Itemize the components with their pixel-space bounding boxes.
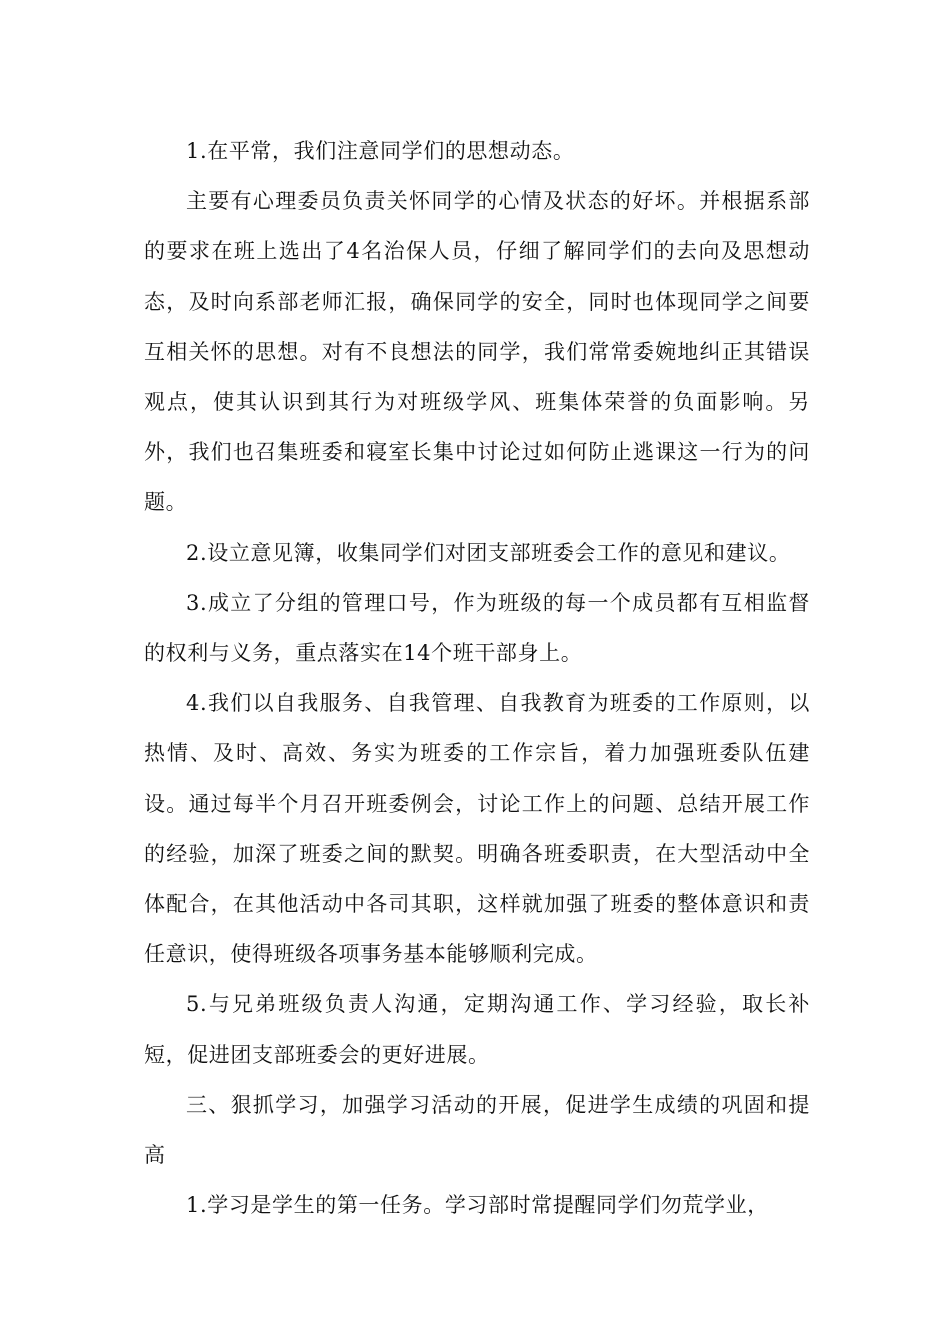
paragraph-2: 主要有心理委员负责关怀同学的心情及状态的好坏。并根据系部的要求在班上选出了4名治保人员，仔细了解同学们的去向及思想动态，及时向系部老师汇报，确保同学的安全，同时也体现同学之间要互相关怀的思想。对有不良想法的同学，我们常常委婉地纠正其错误观点，使其认识到其行为对班级学风、班集体荣誉的负面影响。另外，我们也召集班委和寝室长集中讨论过如何防止逃课这一行为的问题。 <box>144 189 810 515</box>
paragraph-3: 2.设立意见簿，收集同学们对团支部班委会工作的意见和建议。 <box>186 540 791 565</box>
document-body <box>144 126 810 1230</box>
paragraph-7: 1.学习是学生的第一任务。学习部时常提醒同学们勿荒学业， <box>186 1193 769 1218</box>
section-heading: 三、狠抓学习，加强学习活动的开展，促进学生成绩的巩固和提高 <box>144 1092 810 1168</box>
paragraph-6: 5.与兄弟班级负责人沟通，定期沟通工作、学习经验，取长补短，促进团支部班委会的更好进展。 <box>144 992 810 1067</box>
paragraph-1: 1.在平常，我们注意同学们的思想动态。 <box>186 139 575 163</box>
paragraph-4: 3.成立了分组的管理口号，作为班级的每一个成员都有互相监督的权利与义务，重点落实在14个班干部身上。 <box>144 590 810 666</box>
paragraph-5: 4.我们以自我服务、自我管理、自我教育为班委的工作原则，以热情、及时、高效、务实为班委的工作宗旨，着力加强班委队伍建设。通过每半个月召开班委例会，讨论工作上的问题、总结开展工作的经验，加深了班委之间的默契。明确各班委职责，在大型活动中全体配合，在其他活动中各司其职，这样就加强了班委的整体意识和责任意识，使得班级各项事务基本能够顺利完成。 <box>144 691 810 967</box>
